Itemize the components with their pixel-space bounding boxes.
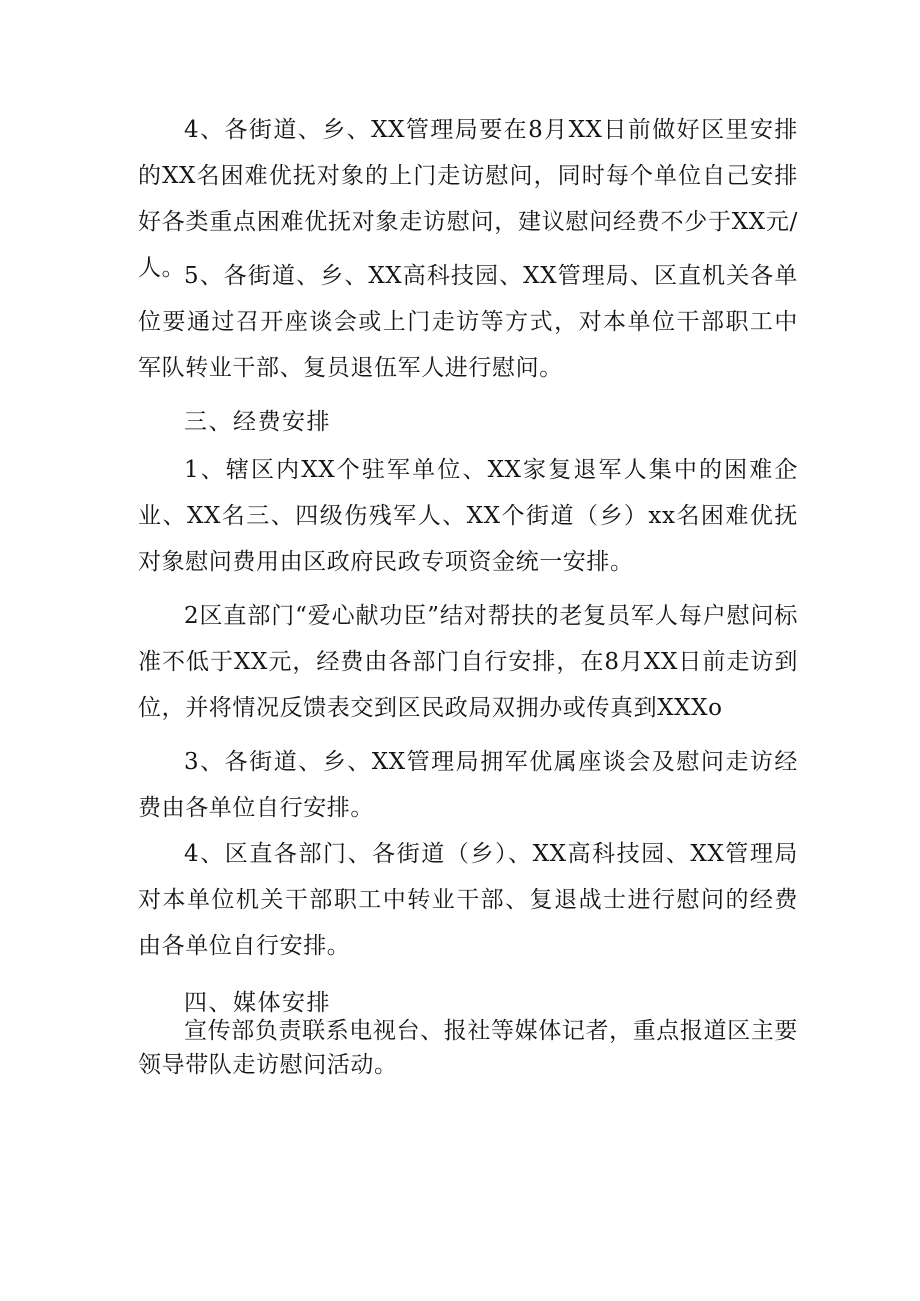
paragraph-funding-1: 1、辖区内XX个驻军单位、XX家复退军人集中的困难企业、XX名三、四级伤残军人、XX个街道（乡）xx名困难优抚对象慰问费用由区政府民政专项资金统一安排。 xyxy=(138,457,798,575)
section-heading-media: 四、媒体安排 xyxy=(184,990,331,1016)
paragraph-funding-3: 3、各街道、乡、XX管理局拥军优属座谈会及慰问走访经费由各单位自行安排。 xyxy=(138,749,798,821)
paragraph-media-1: 宣传部负责联系电视台、报社等媒体记者，重点报道区主要领导带队走访慰问活动。 xyxy=(138,1018,798,1078)
section-heading-funding: 三、经费安排 xyxy=(184,409,331,435)
paragraph-visit-arrangement-4: 4、各街道、乡、XX管理局要在8月XX日前做好区里安排的XX名困难优抚对象的上门走访慰问，同时每个单位自己安排好各类重点困难优抚对象走访慰问，建议慰问经费不少于XX元/人。 xyxy=(138,117,798,281)
paragraph-funding-2: 2区直部门“爱心献功臣”结对帮扶的老复员军人每户慰问标准不低于XX元，经费由各部门自行安排，在8月XX日前走访到位，并将情况反馈表交到区民政局双拥办或传真到XXXo xyxy=(138,603,798,721)
paragraph-funding-4: 4、区直各部门、各街道（乡）、XX高科技园、XX管理局对本单位机关干部职工中转业干部、复退战士进行慰问的经费由各单位自行安排。 xyxy=(138,841,798,959)
paragraph-visit-arrangement-5: 5、各街道、乡、XX高科技园、XX管理局、区直机关各单位要通过召开座谈会或上门走访等方式，对本单位干部职工中军队转业干部、复员退伍军人进行慰问。 xyxy=(138,263,798,381)
